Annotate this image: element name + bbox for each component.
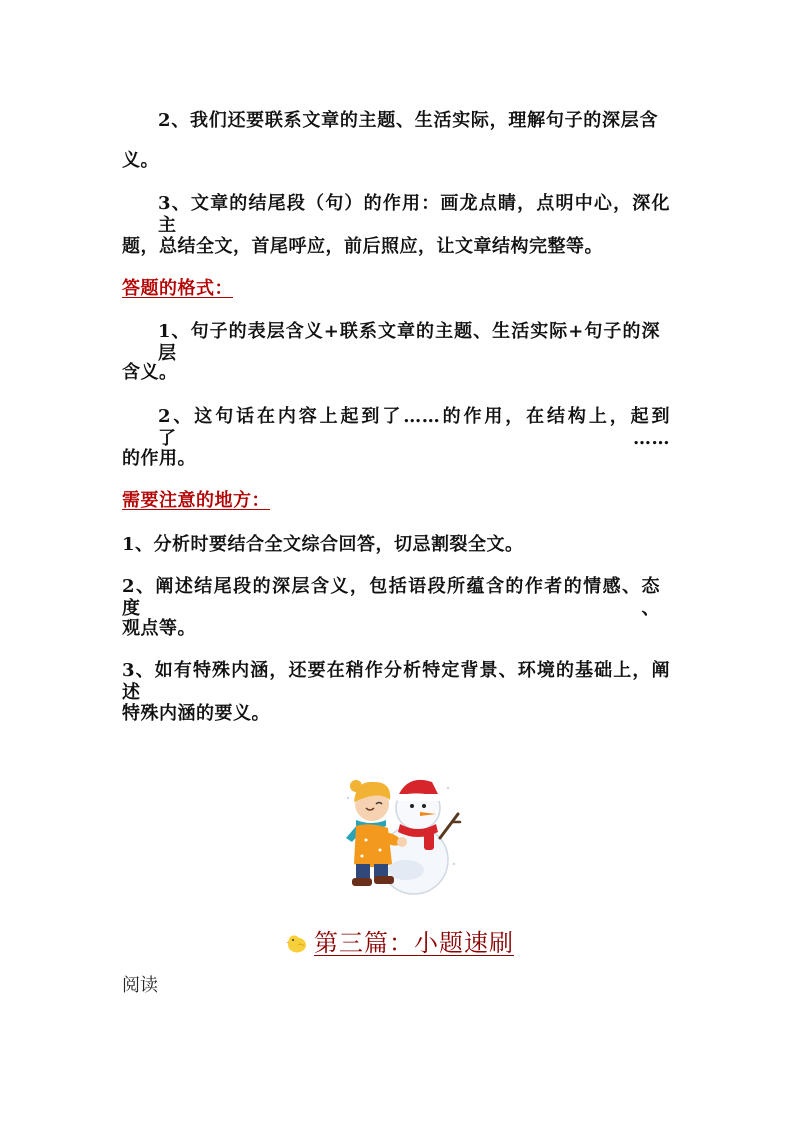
notes-item-2-line-1: 2、阐述结尾段的深层含义，包括语段所蕴含的作者的情感、态度、 [122,576,660,619]
child-hugging-snowman-illustration [336,768,464,896]
format-item-1-line-2: 含义。 [122,362,178,383]
format-item-2-line-2: 的作用。 [122,448,196,469]
notes-item-1: 1、分析时要结合全文综合回答，切忌割裂全文。 [122,534,524,555]
format-heading: 答题的格式： [122,278,233,299]
notes-item-3-line-2: 特殊内涵的要义。 [122,703,270,724]
paragraph-2-line-2: 义。 [122,150,159,171]
notes-item-2-line-2: 观点等。 [122,618,196,639]
paragraph-3-line-1: 3、文章的结尾段（句）的作用：画龙点睛，点明中心，深化主 [158,193,670,236]
format-item-2-line-1: 2、这句话在内容上起到了……的作用，在结构上，起到了…… [158,406,670,449]
section-title-text: 第三篇：小题速刷 [314,929,514,957]
chick-icon [286,932,308,954]
reading-label: 阅读 [122,975,158,996]
section-title [286,928,514,958]
paragraph-3-line-2: 题，总结全文，首尾呼应，前后照应，让文章结构完整等。 [122,236,603,257]
notes-item-3-line-1: 3、如有特殊内涵，还要在稍作分析特定背景、环境的基础上，阐述 [122,660,670,703]
notes-heading: 需要注意的地方： [122,490,270,511]
format-item-1-line-1: 1、句子的表层含义+联系文章的主题、生活实际+句子的深层 [158,321,660,364]
paragraph-2-line-1: 2、我们还要联系文章的主题、生活实际，理解句子的深层含 [158,110,658,131]
